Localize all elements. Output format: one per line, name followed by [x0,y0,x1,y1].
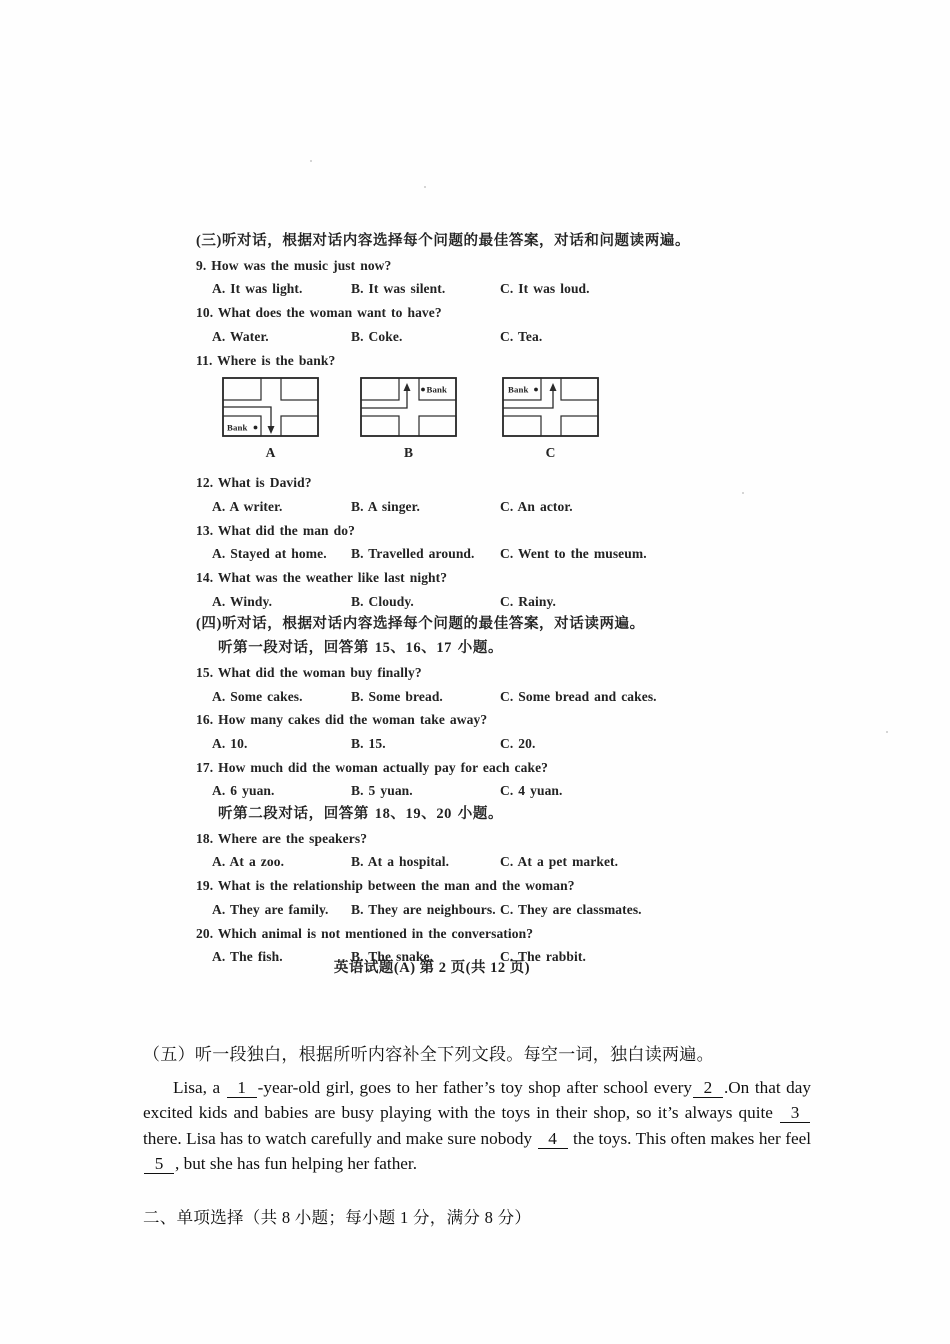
bank-label: Bank [426,384,447,395]
question-10: 10. What does the woman want to have? [196,305,442,321]
passage-text: .On that day excited kids and babies are busy playing with the toys in their shop, so it’s always quite [143,1078,811,1123]
question-20: 20. Which animal is not mentioned in the conversation? [196,925,534,941]
question-12-options [196,495,668,519]
passage-text: -year-old girl, goes to her father’s toy shop after school every [257,1078,692,1097]
scan-speck [310,160,312,162]
question-14: 14. What was the weather like last night? [196,570,448,586]
scan-speck [424,186,426,188]
passage-text: there. Lisa has to watch carefully and make sure nobody [143,1128,537,1148]
question-17: 17. How much did the woman actually pay for each cake? [196,759,549,775]
question-11: 11. Where is the bank? [196,352,336,368]
map-a-caption: A [265,445,276,461]
option-b: B. Travelled around. [351,546,475,562]
question-18-options [196,850,668,874]
question-15: 15. What did the woman buy finally? [196,664,422,680]
option-a: A. It was light. [212,281,303,297]
question-14-options [196,590,668,614]
question-17-options [196,779,668,803]
option-c: C. Tea. [500,328,543,344]
question-16: 16. How many cakes did the woman take away? [196,712,488,728]
bank-label: Bank [227,422,248,433]
map-a-diagram [222,377,319,437]
option-b: B. It was silent. [351,281,446,297]
option-a: A. A writer. [212,498,283,514]
bank-dot-icon [421,388,425,392]
question-13-options [196,542,668,566]
cloze-passage [143,1075,811,1177]
option-c: C. Rainy. [500,593,557,609]
option-b: B. 15. [351,735,386,751]
option-b: B. Coke. [351,328,403,344]
option-c: C. The rabbit. [500,949,586,965]
map-option-a [222,377,319,462]
option-c: C. 20. [500,735,536,751]
option-b: B. Cloudy. [351,593,414,609]
dialog-2-instruction: 听第二段对话，回答第 18、19、20 小题。 [218,806,504,823]
blank-2: 2 [693,1078,723,1098]
option-b: B. 5 yuan. [351,783,413,799]
option-a: A. 6 yuan. [212,783,275,799]
question-15-options [196,685,668,709]
bank-label: Bank [508,384,529,395]
option-c: C. An actor. [500,498,573,514]
option-a: A. Water. [212,328,269,344]
option-c: C. At a pet market. [500,854,619,870]
dialog-1-instruction: 听第一段对话，回答第 15、16、17 小题。 [218,640,504,657]
question-16-options [196,732,668,756]
option-b: B. Some bread. [351,688,443,704]
option-a: A. Windy. [212,593,273,609]
section-3-heading: (三)听对话，根据对话内容选择每个问题的最佳答案，对话和问题读两遍。 [196,233,691,249]
page-number-footer: 英语试题(A) 第 2 页(共 12 页) [333,960,531,976]
option-c: C. Went to the museum. [500,546,647,562]
option-a: A. Some cakes. [212,688,303,704]
option-a: A. Stayed at home. [212,546,327,562]
map-option-b [360,377,457,462]
question-12: 12. What is David? [196,475,312,491]
option-c: C. It was loud. [500,281,590,297]
passage-text: the toys. This often makes her feel [568,1128,811,1148]
option-c: C. They are classmates. [500,901,642,917]
part-2-heading: 二、单项选择（共 8 小题；每小题 1 分，满分 8 分） [143,1207,532,1227]
section-4-heading: (四)听对话，根据对话内容选择每个问题的最佳答案，对话读两遍。 [196,616,645,633]
option-a: A. At a zoo. [212,854,285,870]
scan-speck [886,731,888,733]
map-b-caption: B [403,445,414,461]
option-b: B. The snake. [351,949,434,965]
option-b: B. At a hospital. [351,854,450,870]
route-arrow-up [361,390,407,408]
option-b: B. They are neighbours. [351,901,496,917]
option-a: A. The fish. [212,949,283,965]
map-b-diagram [360,377,457,437]
question-19-options [196,898,668,922]
passage-text: , but she has fun helping her father. [175,1154,417,1174]
question-9: 9. How was the music just now? [196,257,392,273]
option-a: A. They are family. [212,901,329,917]
bank-dot-icon [534,388,538,392]
map-c-diagram [502,377,599,437]
bank-dot-icon [254,426,258,430]
blank-1: 1 [227,1078,257,1098]
section-5-heading: （五）听一段独白，根据所听内容补全下列文段。每空一词，独白读两遍。 [143,1045,714,1064]
question-10-options [196,325,668,349]
map-c-caption: C [545,445,556,461]
blank-4: 4 [538,1129,568,1149]
option-c: C. Some bread and cakes. [500,688,657,704]
section-5-monologue [143,1042,811,1230]
question-19: 19. What is the relationship between the man and the woman? [196,878,575,894]
passage-text: Lisa, a [173,1078,226,1097]
blank-5: 5 [144,1154,174,1174]
question-18: 18. Where are the speakers? [196,830,368,846]
option-b: B. A singer. [351,498,420,514]
option-a: A. 10. [212,735,248,751]
scan-speck [742,492,744,494]
map-options-row [222,377,668,462]
blank-3: 3 [780,1103,810,1123]
listening-section [196,230,691,969]
question-9-options [196,277,668,301]
map-option-c [502,377,599,462]
question-13: 13. What did the man do? [196,522,355,538]
option-c: C. 4 yuan. [500,783,563,799]
